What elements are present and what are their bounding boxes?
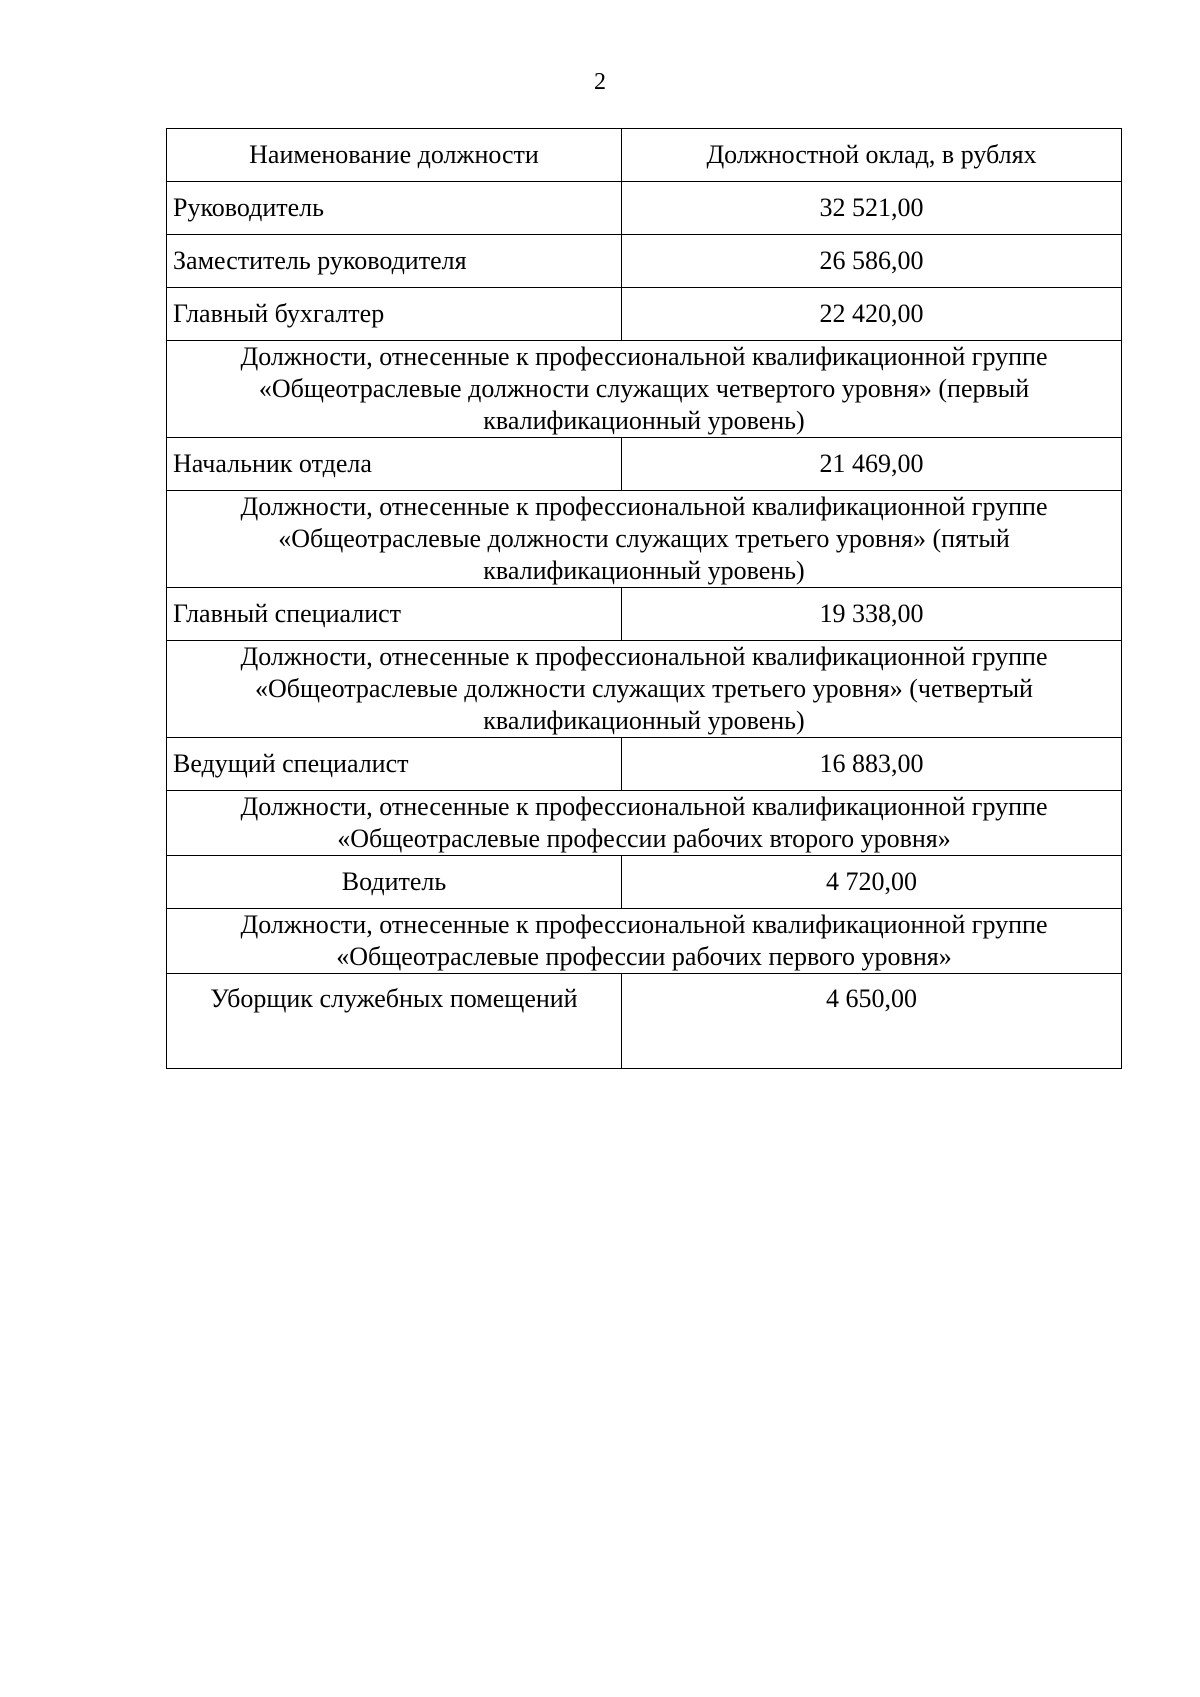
position-salary: 32 521,00 <box>622 182 1122 235</box>
group-heading: Должности, отнесенные к профессиональной квалификационной группе «Общеотраслевые должности служащих третьего уровня» (четвертый квалификационный уровень) <box>167 641 1122 738</box>
table-row <box>167 288 1122 341</box>
group-heading: Должности, отнесенные к профессиональной квалификационной группе «Общеотраслевые должности служащих третьего уровня» (пятый квалификационный уровень) <box>167 491 1122 588</box>
header-salary: Должностной оклад, в рублях <box>622 129 1122 182</box>
group-row <box>167 791 1122 856</box>
position-name: Водитель <box>167 856 622 909</box>
position-name: Руководитель <box>167 182 622 235</box>
position-name: Ведущий специалист <box>167 738 622 791</box>
group-row <box>167 641 1122 738</box>
position-salary: 4 650,00 <box>622 974 1122 1069</box>
table-row <box>167 974 1122 1069</box>
header-position-name: Наименование должности <box>167 129 622 182</box>
position-name: Уборщик служебных помещений <box>167 974 622 1069</box>
group-heading: Должности, отнесенные к профессиональной квалификационной группе «Общеотраслевые профессии рабочих первого уровня» <box>167 909 1122 974</box>
group-heading: Должности, отнесенные к профессиональной квалификационной группе «Общеотраслевые профессии рабочих второго уровня» <box>167 791 1122 856</box>
group-row <box>167 491 1122 588</box>
table-header-row <box>167 129 1122 182</box>
table-row <box>167 235 1122 288</box>
position-salary: 4 720,00 <box>622 856 1122 909</box>
group-row <box>167 909 1122 974</box>
position-salary: 26 586,00 <box>622 235 1122 288</box>
position-name: Начальник отдела <box>167 438 622 491</box>
position-salary: 21 469,00 <box>622 438 1122 491</box>
position-name: Заместитель руководителя <box>167 235 622 288</box>
page-number: 2 <box>594 69 606 95</box>
salary-table <box>166 128 1122 1069</box>
table-row <box>167 738 1122 791</box>
group-row <box>167 341 1122 438</box>
position-salary: 19 338,00 <box>622 588 1122 641</box>
table-row <box>167 438 1122 491</box>
position-name: Главный бухгалтер <box>167 288 622 341</box>
position-salary: 22 420,00 <box>622 288 1122 341</box>
group-heading: Должности, отнесенные к профессиональной квалификационной группе «Общеотраслевые должности служащих четвертого уровня» (первый квалификационный уровень) <box>167 341 1122 438</box>
position-name: Главный специалист <box>167 588 622 641</box>
table-row <box>167 856 1122 909</box>
table-row <box>167 182 1122 235</box>
position-salary: 16 883,00 <box>622 738 1122 791</box>
table-row <box>167 588 1122 641</box>
